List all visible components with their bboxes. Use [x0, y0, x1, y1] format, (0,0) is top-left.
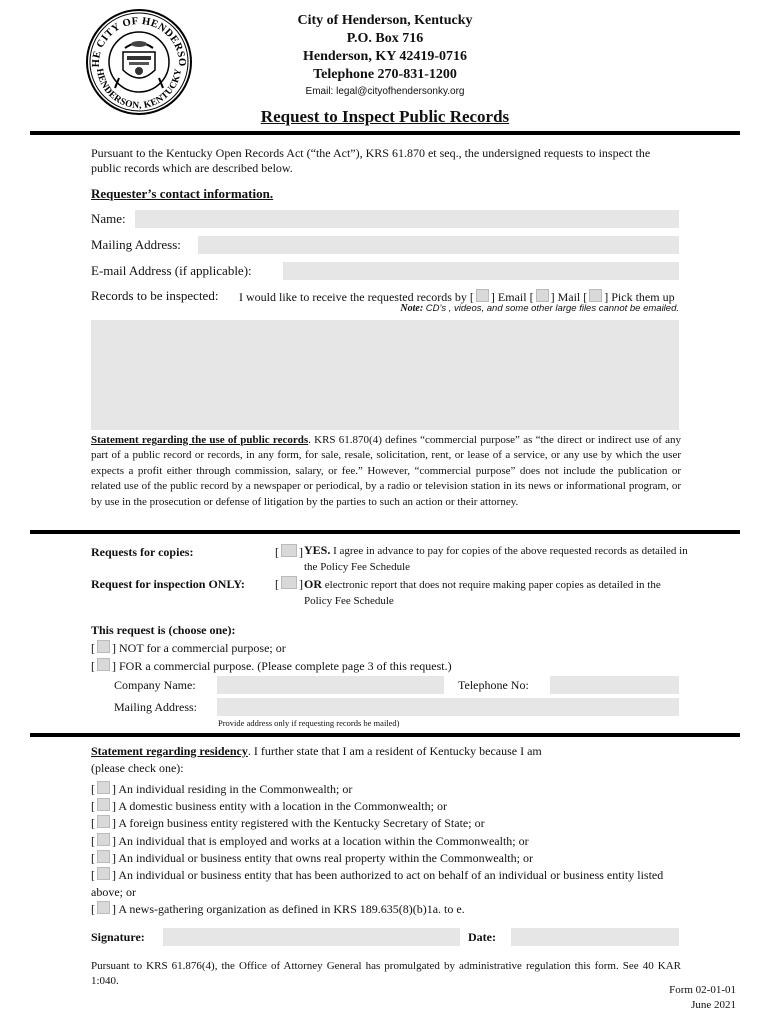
- form-number: Form 02-01-01: [669, 984, 736, 996]
- inspection-only-label: Request for inspection ONLY:: [91, 577, 245, 591]
- inspection-checkbox[interactable]: [281, 576, 297, 589]
- residency-checkbox-6[interactable]: [97, 867, 110, 880]
- name-label: Name:: [91, 211, 126, 226]
- signature-label: Signature:: [91, 930, 145, 944]
- company-name-label: Company Name:: [114, 678, 196, 692]
- residency-option: [ ] A domestic business entity with a location in the Commonwealth; or: [91, 799, 447, 814]
- residency-checkbox-3[interactable]: [97, 815, 110, 828]
- header-phone: Telephone 270-831-1200: [313, 67, 457, 82]
- telephone-label: Telephone No:: [458, 678, 529, 692]
- mailing-address-label: Mailing Address:: [91, 237, 181, 252]
- date-field[interactable]: [511, 928, 679, 946]
- name-field[interactable]: [135, 210, 679, 228]
- residency-checkbox-4[interactable]: [97, 833, 110, 846]
- purpose-divider: [30, 733, 740, 737]
- residency-options-list: [91, 781, 691, 919]
- residency-checkbox-5[interactable]: [97, 850, 110, 863]
- statement-use-text: Statement regarding the use of public records. KRS 61.870(4) defines “commercial purpose” as “the direct or indirect use of any part of a public record or records, in any form, for sale, resale, solicitation, rent, or lease of a service, or any use by which the user expects a profit either through commission, salary, or fee.” However, “commercial purpose” does not include the publication or related use of the public record by a newspaper or periodical, by a radio or television station in its news or informational program, or by use in the prosecution or defense of litigation by the parties to such an action or their attorney.: [91, 434, 681, 508]
- residency-checkbox-7[interactable]: [97, 901, 110, 914]
- company-mailing-label: Mailing Address:: [114, 700, 197, 714]
- company-name-field[interactable]: [217, 676, 444, 694]
- delivery-note: Note: CD’s , videos, and some other large files cannot be emailed.: [400, 303, 679, 314]
- copies-checkbox-wrap: [ ]: [275, 545, 303, 559]
- page-title: Request to Inspect Public Records: [260, 107, 510, 126]
- city-seal-logo: [85, 8, 193, 116]
- form-date: June 2021: [691, 999, 736, 1011]
- contact-heading: Requester’s contact information.: [91, 186, 274, 201]
- inspection-or-text: OR electronic report that does not require making paper copies as detailed in the Policy Fee Schedule: [304, 577, 661, 607]
- commercial-checkbox[interactable]: [97, 658, 110, 671]
- telephone-field[interactable]: [550, 676, 679, 694]
- mailing-hint: Provide address only if requesting records be mailed): [218, 718, 400, 728]
- residency-checkbox-1[interactable]: [97, 781, 110, 794]
- inspection-checkbox-wrap: [ ]: [275, 577, 303, 591]
- company-mailing-field[interactable]: [217, 698, 679, 716]
- header-address: Henderson, KY 42419-0716: [303, 49, 467, 64]
- not-commercial-checkbox[interactable]: [97, 640, 110, 653]
- date-label: Date:: [468, 930, 496, 944]
- email-field[interactable]: [283, 262, 679, 280]
- pickup-delivery-checkbox[interactable]: [589, 289, 602, 302]
- residency-option: [ ] An individual or business entity that has been authorized to act on behalf of an individual or business entity listed above; or: [91, 868, 664, 900]
- svg-text:HENDERSON, KENTUCKY: HENDERSON, KENTUCKY: [93, 67, 185, 112]
- residency-checkbox-2[interactable]: [97, 798, 110, 811]
- email-label: E-mail Address (if applicable):: [91, 263, 252, 278]
- requests-copies-label: Requests for copies:: [91, 545, 194, 559]
- residency-option: [ ] A news-gathering organization as defined in KRS 189.635(8)(b)1a. to e.: [91, 902, 465, 917]
- commercial-option: [ ] FOR a commercial purpose. (Please complete page 3 of this request.): [91, 659, 452, 673]
- residency-option: [ ] A foreign business entity registered with the Kentucky Secretary of State; or: [91, 816, 485, 831]
- records-label: Records to be inspected:: [91, 288, 219, 303]
- svg-text:THE CITY OF HENDERSON: HE CITY OF HENDERSO: [90, 15, 188, 68]
- header-po-box: P.O. Box 716: [346, 31, 424, 46]
- residency-option: [ ] An individual residing in the Commonwealth; or: [91, 782, 353, 796]
- residency-intro: Statement regarding residency. I further state that I am a resident of Kentucky because I am (please check one):: [91, 744, 542, 775]
- copies-yes-text: YES. I agree in advance to pay for copies of the above requested records as detailed in the Policy Fee Schedule: [304, 543, 688, 573]
- purpose-heading: This request is (choose one):: [91, 623, 236, 637]
- mailing-address-field[interactable]: [198, 236, 679, 254]
- header-city: City of Henderson, Kentucky: [297, 13, 473, 28]
- form-number-block: [600, 983, 736, 1013]
- not-commercial-option: [ ] NOT for a commercial purpose; or: [91, 641, 286, 655]
- header-email: Email: legal@cityofhendersonky.org: [305, 86, 465, 97]
- footer-text: Pursuant to KRS 61.876(4), the Office of Attorney General has promulgated by administrative regulation this form. See 40 KAR 1:040.: [91, 960, 681, 987]
- residency-option: [ ] An individual or business entity that owns real property within the Commonwealth; or: [91, 850, 533, 865]
- statement-divider: [30, 530, 740, 534]
- email-delivery-checkbox[interactable]: [476, 289, 489, 302]
- intro-text: Pursuant to the Kentucky Open Records Act (“the Act”), KRS 61.870 et seq., the undersigned requests to inspect the public records which are described below.: [91, 146, 651, 175]
- title-divider: [30, 131, 740, 135]
- delivery-options: I would like to receive the requested records by [ ] Email [ ] Mail [ ] Pick them up: [239, 290, 675, 304]
- signature-field[interactable]: [163, 928, 460, 946]
- records-description-field[interactable]: [91, 320, 679, 430]
- residency-option: [ ] An individual that is employed and works at a location within the Commonwealth; or: [91, 833, 529, 848]
- mail-delivery-checkbox[interactable]: [536, 289, 549, 302]
- copies-checkbox[interactable]: [281, 544, 297, 557]
